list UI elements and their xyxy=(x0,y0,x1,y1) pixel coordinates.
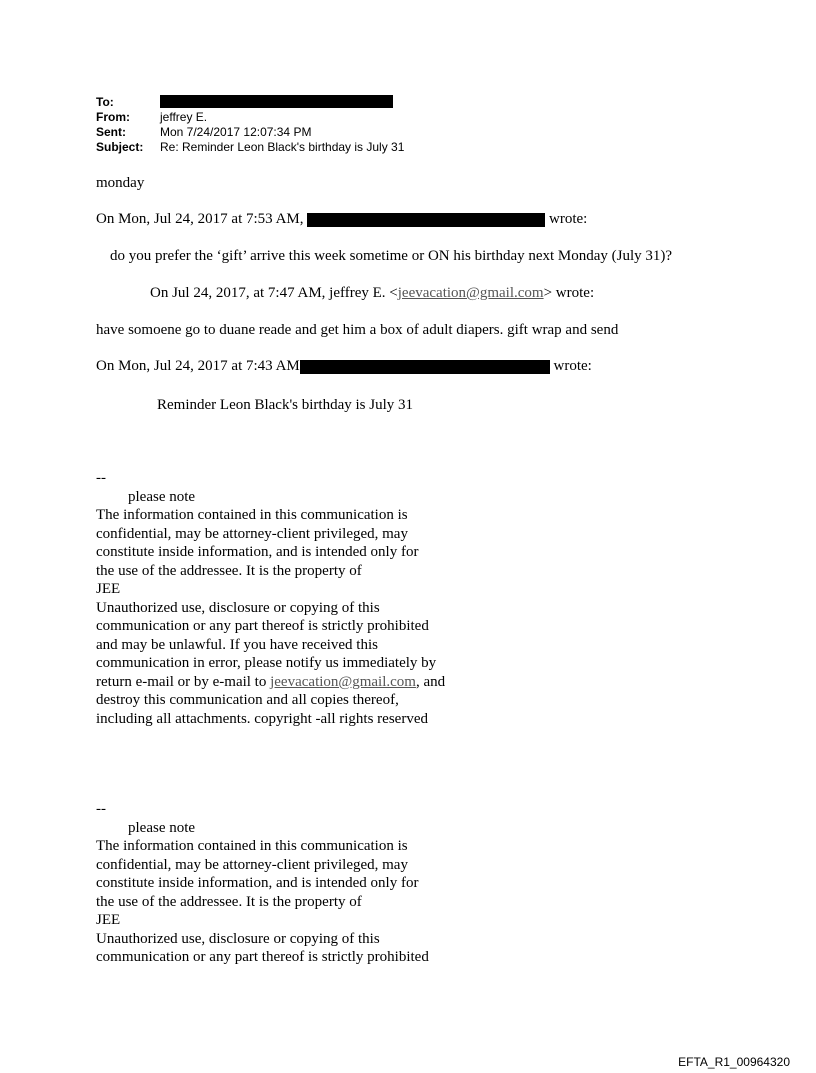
disclaimer-line: including all attachments. copyright -all rights reserved xyxy=(96,710,428,727)
disclaimer-line: communication in error, please notify us immediately by xyxy=(96,655,437,671)
disclaimer-line: communication or any part thereof is strictly prohibited xyxy=(96,949,429,965)
disclaimer-line: The information contained in this communication is xyxy=(96,507,408,523)
disclaimer-line: JEE xyxy=(96,581,121,597)
disclaimer-line: constitute inside information, and is intended only for xyxy=(96,544,419,560)
disclaimer-line: communication or any part thereof is strictly prohibited xyxy=(96,618,429,634)
quote1-post: wrote: xyxy=(549,211,588,227)
disclaimer-line-post: , and xyxy=(415,673,446,690)
to-label: To: xyxy=(96,95,114,109)
disclaimer-line: confidential, may be attorney-client privileged, may xyxy=(96,856,408,873)
disclaimer-line: confidential, may be attorney-client privileged, may xyxy=(96,525,408,542)
quote3-post: wrote: xyxy=(553,358,592,374)
disclaimer-block xyxy=(96,800,429,967)
disclaimer-line: and may be unlawful. If you have received this xyxy=(96,636,378,653)
quote2-post: > wrote: xyxy=(543,285,595,301)
separator: -- xyxy=(96,801,106,817)
quote1-header xyxy=(96,211,587,228)
quote1-text: do you prefer the ‘gift’ arrive this week sometime or ON his birthday next Monday (July 31)? xyxy=(110,248,673,264)
disclaimer-line xyxy=(96,673,445,692)
disclaimer-line: constitute inside information, and is intended only for xyxy=(96,875,419,891)
redaction-bar xyxy=(307,213,545,227)
quote3-text: Reminder Leon Black's birthday is July 31 xyxy=(157,397,413,413)
separator: -- xyxy=(96,470,106,486)
quote2-header xyxy=(150,285,594,302)
document-id: EFTA_R1_00964320 xyxy=(678,1055,790,1069)
quote2-pre: On Jul 24, 2017, at 7:47 AM, jeffrey E. < xyxy=(150,285,398,301)
quote1-pre: On Mon, Jul 24, 2017 at 7:53 AM, xyxy=(96,211,304,227)
sent-label: Sent: xyxy=(96,125,126,139)
redaction-bar xyxy=(160,95,393,108)
disclaimer-line: The information contained in this communication is xyxy=(96,838,408,854)
redaction-bar xyxy=(300,360,550,374)
quote3-header xyxy=(96,358,592,375)
disclaimer-note: please note xyxy=(128,819,196,836)
disclaimer-line: Unauthorized use, disclosure or copying of this xyxy=(96,599,380,616)
subject-row xyxy=(96,140,404,155)
quote2-email-link[interactable]: jeevacation@gmail.com xyxy=(397,285,544,301)
subject-value: Re: Reminder Leon Black's birthday is July 31 xyxy=(160,140,405,154)
from-label: From: xyxy=(96,110,130,124)
to-row xyxy=(96,95,404,110)
reply-text: monday xyxy=(96,175,145,191)
email-header xyxy=(96,95,404,155)
from-value: jeffrey E. xyxy=(160,110,208,124)
sent-value: Mon 7/24/2017 12:07:34 PM xyxy=(160,125,312,139)
disclaimer-note: please note xyxy=(128,488,196,505)
disclaimer-email-link[interactable]: jeevacation@gmail.com xyxy=(270,673,416,690)
quote3-pre: On Mon, Jul 24, 2017 at 7:43 AM xyxy=(96,358,300,374)
quote2-text: have somoene go to duane reade and get him a box of adult diapers. gift wrap and send xyxy=(96,322,619,338)
disclaimer-line: Unauthorized use, disclosure or copying of this xyxy=(96,930,380,947)
subject-label: Subject: xyxy=(96,140,144,154)
disclaimer-line: destroy this communication and all copies thereof, xyxy=(96,692,399,708)
disclaimer-line: the use of the addressee. It is the property of xyxy=(96,893,362,910)
from-row xyxy=(96,110,404,125)
disclaimer-block xyxy=(96,469,445,728)
disclaimer-line: JEE xyxy=(96,912,121,928)
sent-row xyxy=(96,125,404,140)
disclaimer-line-pre: return e-mail or by e-mail to xyxy=(96,673,271,690)
disclaimer-line: the use of the addressee. It is the property of xyxy=(96,562,362,579)
